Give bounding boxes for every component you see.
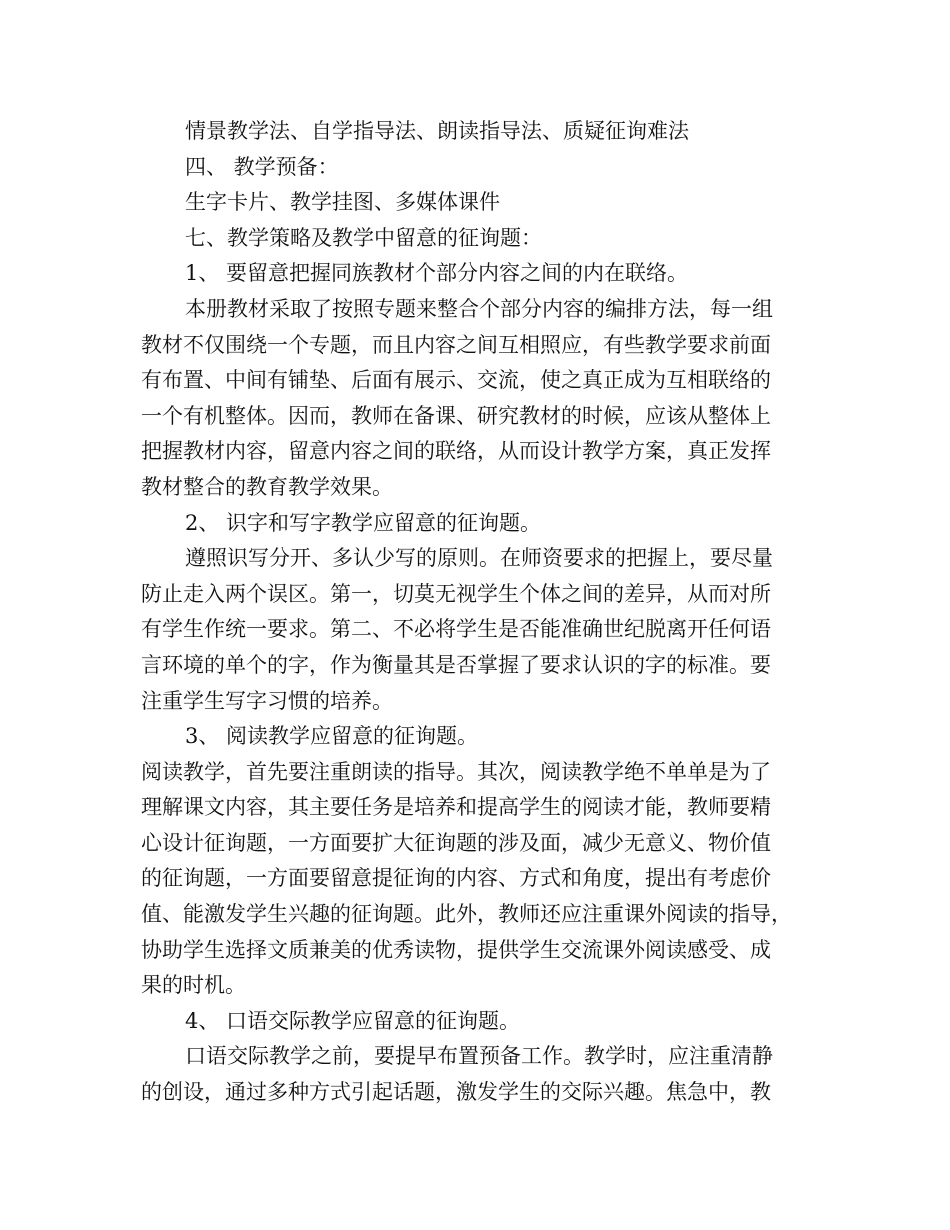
paragraph-line: 值、能激发学生兴趣的征询题。此外，教师还应注重课外阅读的指导， — [141, 902, 792, 927]
section-heading: 四、 教学预备： — [185, 154, 339, 179]
subsection-heading: 3、 阅读教学应留意的征询题。 — [185, 724, 479, 749]
text-line: 生字卡片、教学挂图、多媒体课件 — [185, 190, 500, 215]
paragraph-line: 教材不仅围绕一个专题，而且内容之间互相照应，有些教学要求前面 — [141, 332, 771, 357]
document-body — [141, 114, 813, 1111]
paragraph-line: 本册教材采取了按照专题来整合个部分内容的编排方法，每一组 — [185, 296, 773, 321]
paragraph-line: 的征询题，一方面要留意提征询的内容、方式和角度，提出有考虑价 — [141, 866, 771, 891]
paragraph-line: 一个有机整体。因而，教师在备课、研究教材的时候，应该从整体上 — [141, 403, 771, 428]
paragraph-line: 心设计征询题，一方面要扩大征询题的涉及面，减少无意义、物价值 — [141, 830, 771, 855]
subsection-heading: 4、 口语交际教学应留意的征询题。 — [185, 1008, 521, 1033]
paragraph-line: 防止走入两个误区。第一，切莫无视学生个体之间的差异，从而对所 — [141, 581, 771, 606]
subsection-heading: 1、 要留意把握同族教材个部分内容之间的内在联络。 — [185, 261, 689, 286]
paragraph-line: 有学生作统一要求。第二、不必将学生是否能准确世纪脱离开任何语 — [141, 617, 771, 642]
paragraph-line: 注重学生写字习惯的培养。 — [141, 688, 393, 713]
text-line: 情景教学法、自学指导法、朗读指导法、质疑征询难法 — [185, 119, 689, 143]
paragraph-line: 果的时机。 — [141, 973, 246, 998]
paragraph-line: 言环境的单个的字，作为衡量其是否掌握了要求认识的字的标准。要 — [141, 652, 771, 677]
paragraph-line: 遵照识写分开、多认少写的原则。在师资要求的把握上，要尽量 — [185, 546, 773, 571]
section-heading: 七、教学策略及教学中留意的征询题： — [185, 225, 542, 250]
paragraph-line: 口语交际教学之前，要提早布置预备工作。教学时，应注重清静 — [185, 1044, 773, 1069]
paragraph-line: 教材整合的教育教学效果。 — [141, 474, 393, 499]
paragraph-line: 协助学生选择文质兼美的优秀读物，提供学生交流课外阅读感受、成 — [141, 937, 771, 962]
paragraph-line: 的创设，通过多种方式引起话题，激发学生的交际兴趣。焦急中，教 — [141, 1080, 771, 1105]
paragraph-line: 把握教材内容，留意内容之间的联络，从而设计教学方案，真正发挥 — [141, 439, 771, 464]
paragraph-line: 阅读教学，首先要注重朗读的指导。其次，阅读教学绝不单单是为了 — [141, 759, 771, 784]
subsection-heading: 2、 识字和写字教学应留意的征询题。 — [185, 510, 542, 535]
paragraph-line: 有布置、中间有铺垫、后面有展示、交流，使之真正成为互相联络的 — [141, 368, 771, 393]
paragraph-line: 理解课文内容，其主要任务是培养和提高学生的阅读才能，教师要精 — [141, 795, 771, 820]
